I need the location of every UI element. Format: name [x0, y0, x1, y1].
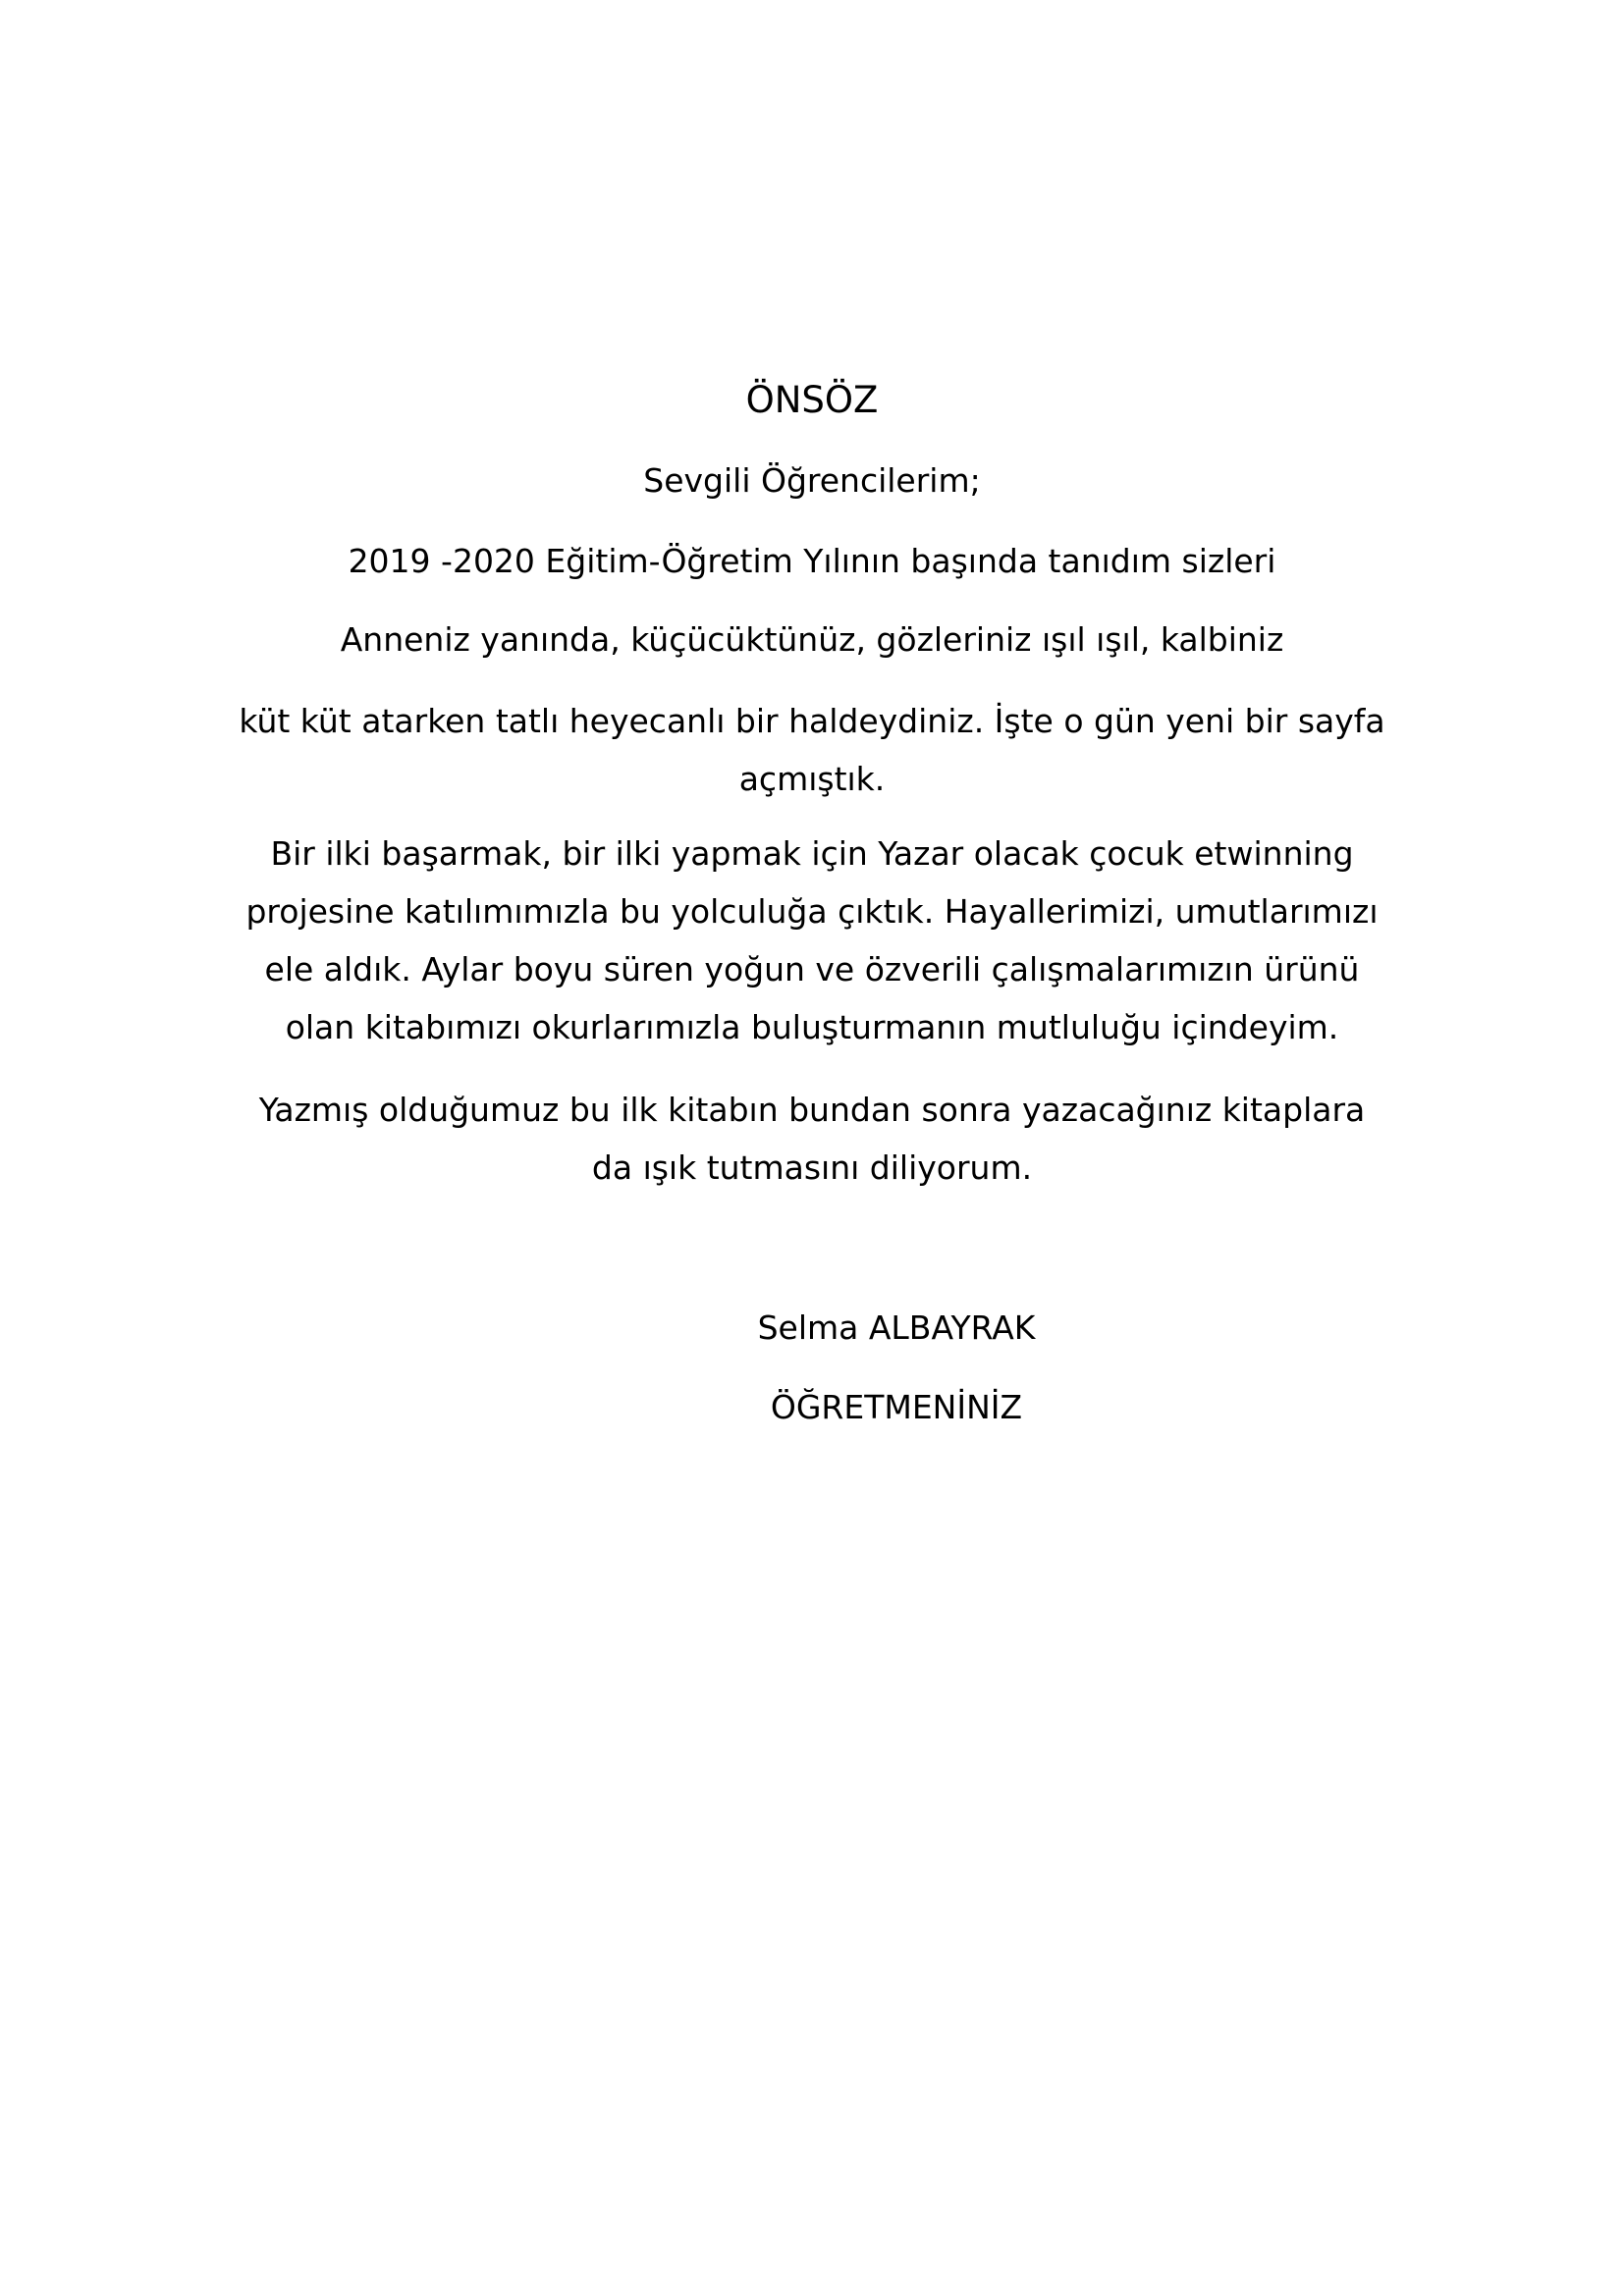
paragraph-line: projesine katılımımızla bu yolculuğa çıktık. Hayallerimizi, umutlarımızı [245, 892, 1379, 931]
salutation: Sevgili Öğrencilerim; [643, 461, 981, 500]
signature-role-block [0, 1388, 1624, 1427]
paragraph-line: 2019 -2020 Eğitim-Öğretim Yılının başında tanıdım sizleri [348, 542, 1276, 580]
signature-role: ÖĞRETMENİNİZ [770, 1388, 1023, 1426]
paragraph-line: da ışık tutmasını diliyorum. [591, 1148, 1033, 1187]
paragraph-line: ele aldık. Aylar boyu süren yoğun ve özverili çalışmalarımızın ürünü [264, 950, 1360, 988]
paragraph-line: küt küt atarken tatlı heyecanlı bir haldeydiniz. İşte o gün yeni bir sayfa [239, 702, 1385, 740]
paragraph-line: Bir ilki başarmak, bir ilki yapmak için Yazar olacak çocuk etwinning [270, 834, 1354, 873]
paragraph-line: olan kitabımızı okurlarımızla buluşturmanın mutluluğu içindeyim. [285, 1008, 1339, 1046]
signature-block [0, 1308, 1624, 1348]
paragraph-line: Anneniz yanında, küçücüktünüz, gözleriniz ışıl ışıl, kalbiniz [340, 620, 1284, 659]
paragraph-line: Yazmış olduğumuz bu ilk kitabın bundan sonra yazacağınız kitaplara [258, 1091, 1366, 1129]
signature-name: Selma ALBAYRAK [757, 1308, 1036, 1347]
paragraph-line: açmıştık. [738, 760, 886, 798]
page-title: ÖNSÖZ [745, 379, 879, 421]
